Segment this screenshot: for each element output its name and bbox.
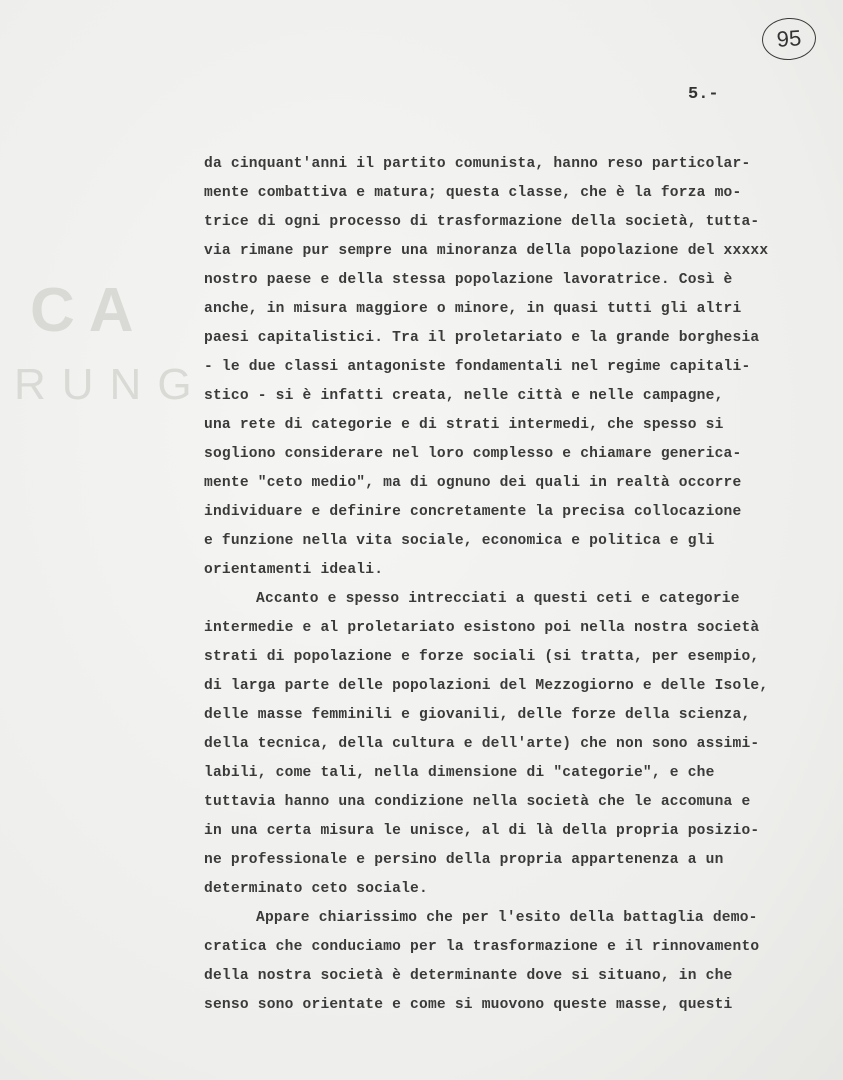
text-line: trice di ogni processo di trasformazione della società, tutta- <box>204 214 760 230</box>
text-line: nostro paese e della stessa popolazione lavoratrice. Così è <box>204 272 733 288</box>
text-line: stico - si è infatti creata, nelle città e nelle campagne, <box>204 388 724 404</box>
handwritten-page-number-text: 95 <box>775 25 803 52</box>
text-line: in una certa misura le unisce, al di là della propria posizio- <box>204 823 760 839</box>
text-line: via rimane pur sempre una minoranza della popolazione del xxxxx <box>204 243 769 259</box>
text-line: da cinquant'anni il partito comunista, hanno reso particolar- <box>204 156 751 172</box>
bleed-through-ghost-mark: RUNG <box>14 360 208 409</box>
text-line: Accanto e spesso intrecciati a questi ceti e categorie <box>256 591 740 607</box>
text-line: senso sono orientate e come si muovono queste masse, questi <box>204 997 733 1013</box>
text-line: una rete di categorie e di strati intermedi, che spesso si <box>204 417 724 433</box>
text-line: orientamenti ideali. <box>204 562 384 578</box>
text-line: e funzione nella vita sociale, economica e politica e gli <box>204 533 715 549</box>
text-line: mente combattiva e matura; questa classe, che è la forza mo- <box>204 185 742 201</box>
bleed-through-ghost-mark: CA <box>30 276 148 345</box>
text-line: paesi capitalistici. Tra il proletariato e la grande borghesia <box>204 330 760 346</box>
text-line: labili, come tali, nella dimensione di "categorie", e che <box>204 765 715 781</box>
text-line: strati di popolazione e forze sociali (si tratta, per esempio, <box>204 649 760 665</box>
body-text <box>204 150 840 1020</box>
text-line: Appare chiarissimo che per l'esito della battaglia demo- <box>256 910 758 926</box>
text-line: - le due classi antagoniste fondamentali nel regime capitali- <box>204 359 751 375</box>
text-line: mente "ceto medio", ma di ognuno dei quali in realtà occorre <box>204 475 742 491</box>
typed-page-number: 5.- <box>688 85 719 104</box>
text-line: della nostra società è determinante dove si situano, in che <box>204 968 733 984</box>
text-line: ne professionale e persino della propria appartenenza a un <box>204 852 724 868</box>
text-line: determinato ceto sociale. <box>204 881 428 897</box>
text-line: individuare e definire concretamente la precisa collocazione <box>204 504 742 520</box>
text-line: delle masse femminili e giovanili, delle forze della scienza, <box>204 707 751 723</box>
text-line: cratica che conduciamo per la trasformazione e il rinnovamento <box>204 939 760 955</box>
text-line: della tecnica, della cultura e dell'arte) che non sono assimi- <box>204 736 760 752</box>
text-line: intermedie e al proletariato esistono poi nella nostra società <box>204 620 760 636</box>
text-line: di larga parte delle popolazioni del Mezzogiorno e delle Isole, <box>204 678 769 694</box>
text-line: anche, in misura maggiore o minore, in quasi tutti gli altri <box>204 301 742 317</box>
text-line: tuttavia hanno una condizione nella società che le accomuna e <box>204 794 751 810</box>
text-line: sogliono considerare nel loro complesso e chiamare generica- <box>204 446 742 462</box>
handwritten-page-number <box>761 16 818 62</box>
